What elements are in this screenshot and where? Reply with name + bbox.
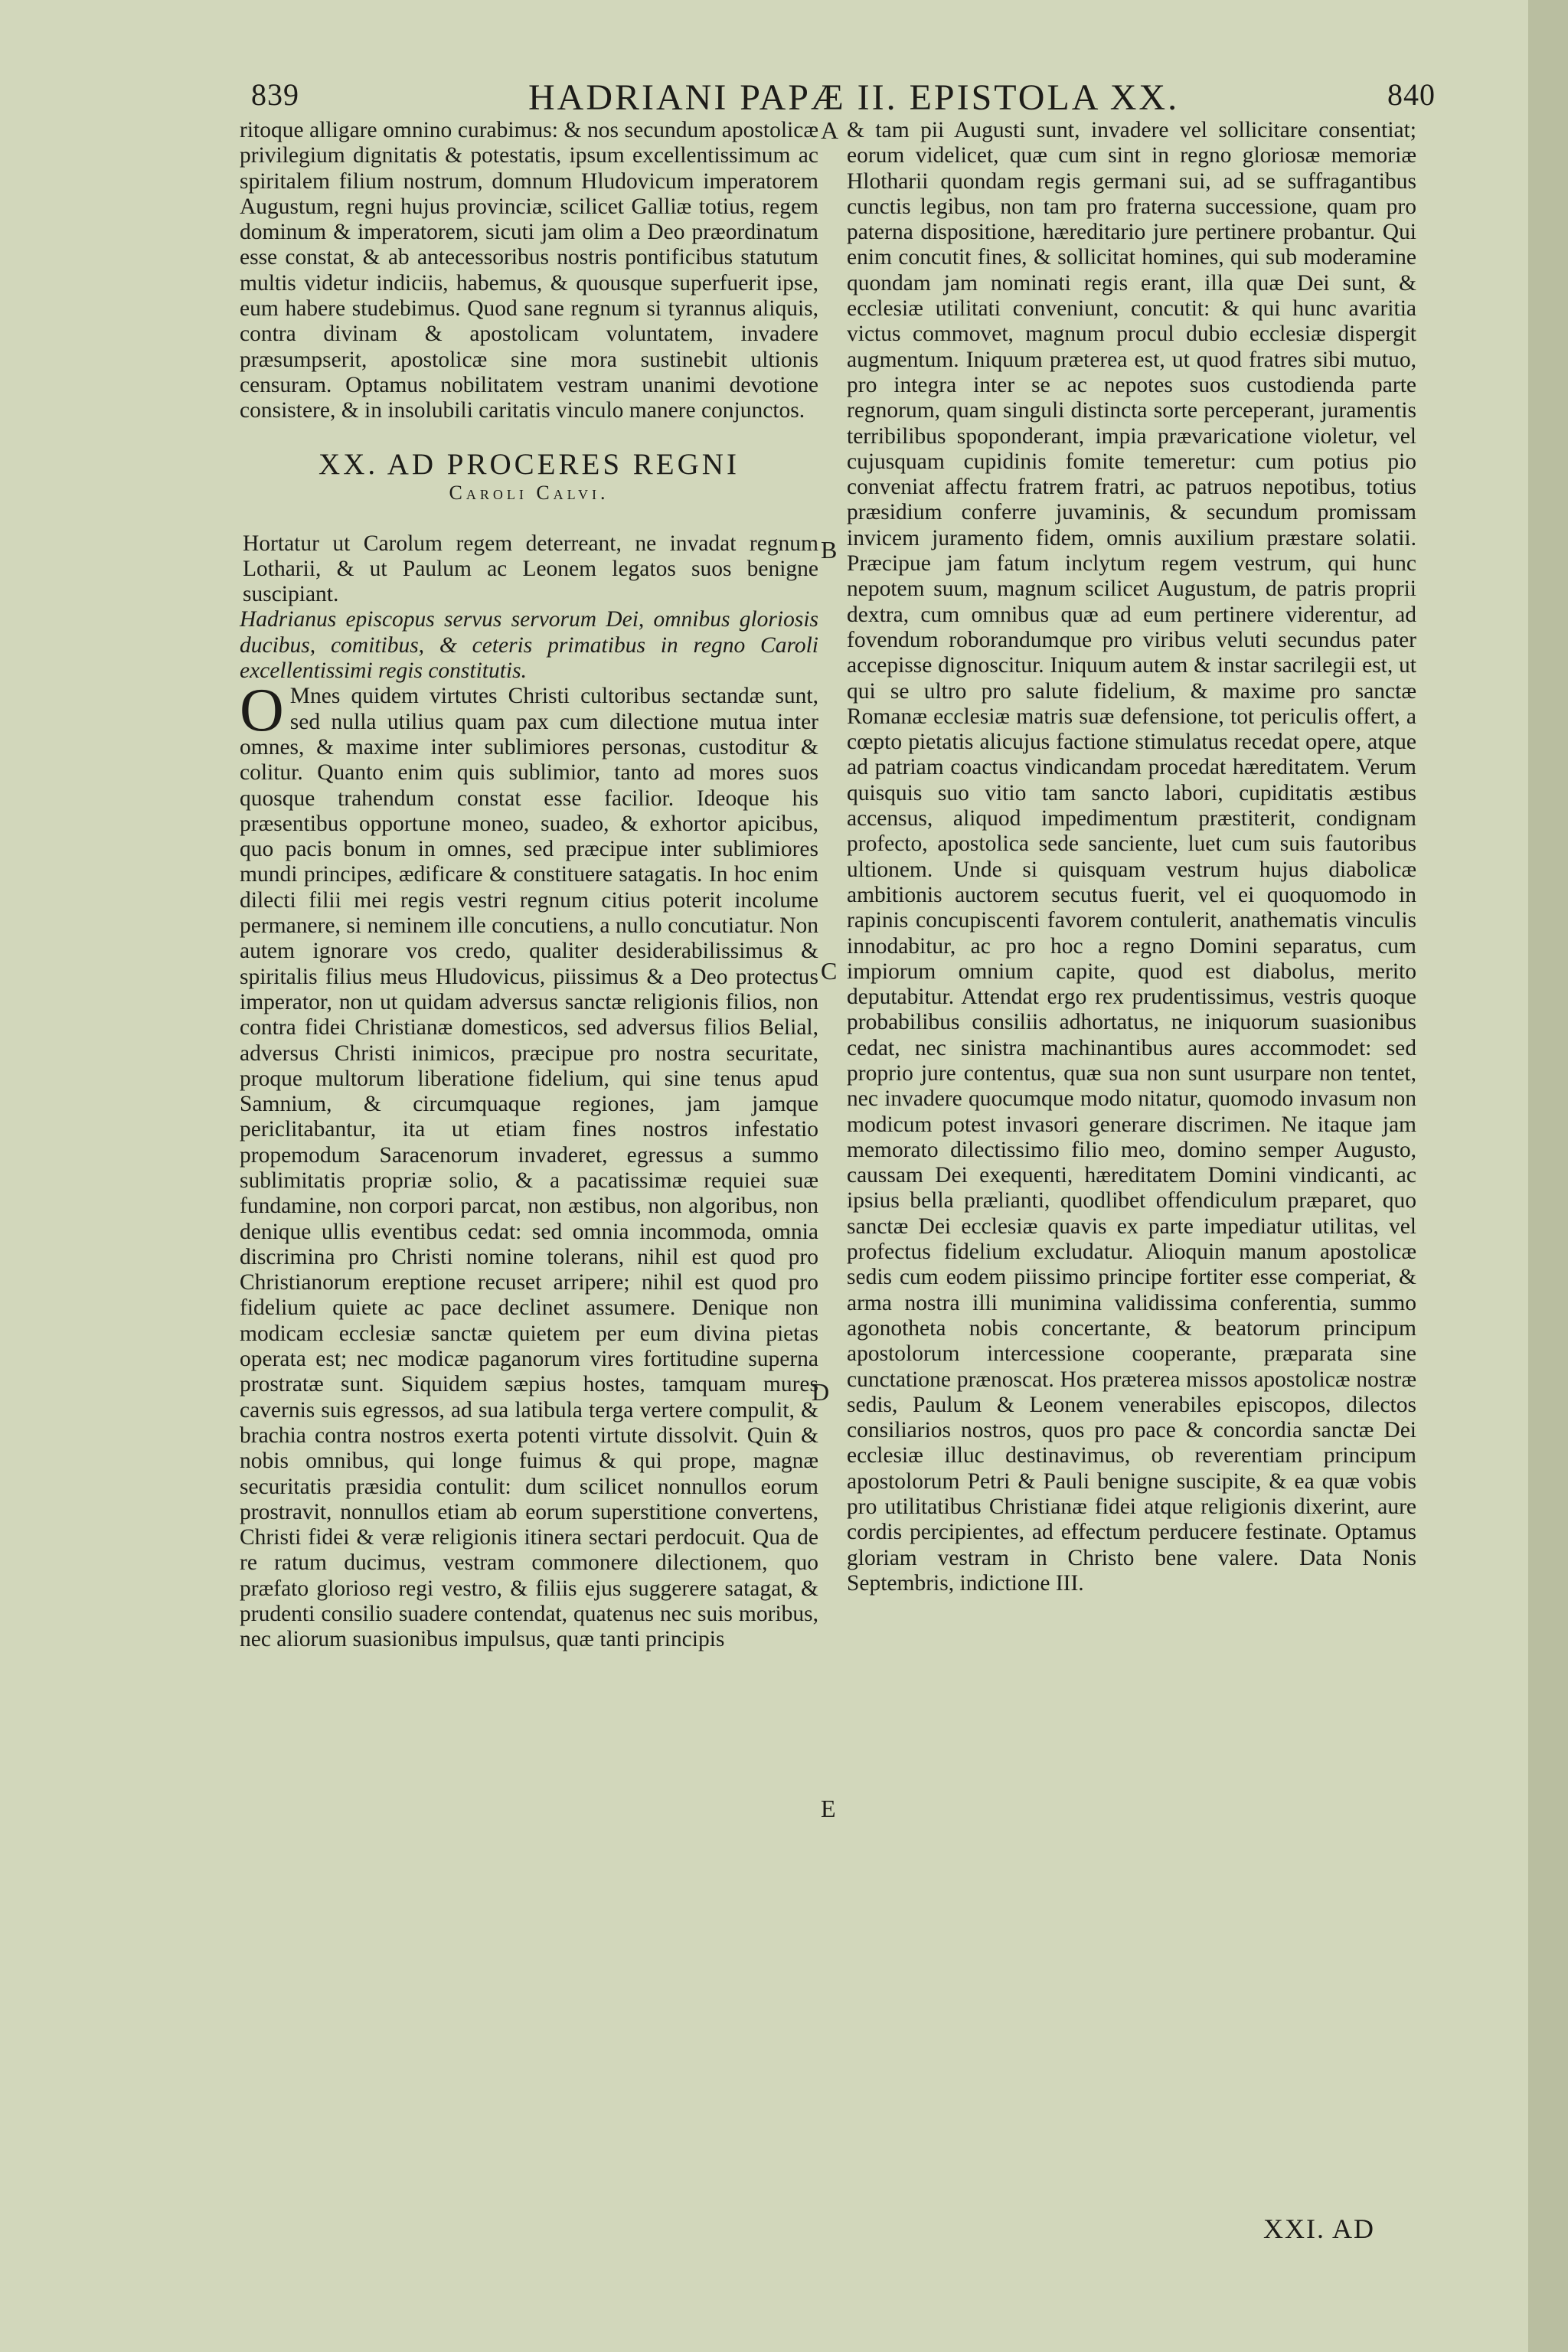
letter-body-left bbox=[240, 677, 818, 1652]
letter-summary: Hortatur ut Carolum regem deterreant, ne invadat regnum Lotharii, & ut Paulum ac Leonem legatos suos benigne suscipiant. bbox=[243, 531, 818, 607]
letter-body-left-text: Mnes quidem virtutes Christi cultoribus sectandæ sunt, sed nulla utilius quam pax cum dilectione mutua inter omnes, & maxime inter sublimiores personas, custoditur & colitur. Quanto enim quis sublimior, tanto ad mores suos quosque trahendum constat esse facilior. Ideoque his præsentibus opportune moneo, suadeo, & exhortor apicibus, quo pacis bonum in omnes, sed præcipue inter sublimiores mundi principes, ædificare & constituere satagatis. In hoc enim dilecti filii mei regis vestri regnum citius poterit incolume permanere, si neminem ille concutiens, a nullo concutiatur. Non autem ignorare vos credo, qualiter desiderabilissimus & spiritalis filius meus Hludovicus, piissimus & a Deo protectus imperator, non ut quidam adversus sanctæ religionis filios, non contra fidei Christianæ domesticos, sed adversus filios Belial, adversus Christi inimicos, præcipue pro nostra securitate, proque multorum liberatione fidelium, qui sine tenus apud Samnium, & circumquaque regiones, jam jamque periclitabantur, ita ut etiam fines nostros infestatio propemodum Saracenorum invaderet, egressus a summo sublimitatis propriæ solio, & a pacatissimæ requiei suæ fundamine, non corpori parcat, non æstibus, non algoribus, non denique ullis eventibus cedat: sed omnia incommoda, omnia discrimina pro Christi nomine tolerans, nihil est quod pro Christianorum ereptione recuset arripere; nihil est quod pro fidelium quiete ac pace declinet assumere. Denique non modicam ecclesiæ sanctæ quietem per eum divina pietas operata est; nec modicæ paganorum vires fortitudine superna prostratæ sunt. Siquidem sæpius hostes, tamquam mures cavernis suis egressos, ad sua latibula terga vertere compulit, & brachia contra nostros exerta potenti virtute dissolvit. Quin & nobis omnibus, qui longe fuimus & qui prope, magnæ securitatis præsidia contulit: dum scilicet nonnullos eorum prostravit, nonnullos etiam ab eorum superstitione convertens, Christi fidei & veræ religionis itinera sectari perdocuit. Qua de re ratum ducimus, vestram commonere dilectionem, quo præfato glorioso regi vestro, & filiis ejus suggerere satagat, & prudenti consilio suadere contendat, quatenus nec suis moribus, nec aliorum suasionibus impulsus, quæ tanti principis bbox=[240, 684, 818, 1652]
drop-cap: O bbox=[240, 677, 284, 745]
margin-marker-b: B bbox=[821, 536, 838, 564]
section-title: XX. AD PROCERES REGNI bbox=[318, 447, 740, 481]
letter-body-right: & tam pii Augusti sunt, invadere vel sollicitare consentiat; eorum videlicet, quæ cum sint in regno gloriosæ memoriæ Hlotharii quondam regis germani sui, ad se suffragantibus cunctis legibus, non tam pro fraterna successione, quam pro paterna dispositione, hæreditario jure pertinere probantur. Qui enim concutit fines, & sollicitat homines, qui sub moderamine quondam jam nominati regis erant, illa quæ Dei sunt, & ecclesiæ utilitati conveniunt, concutit: & qui hunc avaritia victus commovet, magnum procul dubio ecclesiæ dispergit augmentum. Iniquum præterea est, ut quod fratres sibi mutuo, pro integra inter se ac nepotes suos custodienda parte regnorum, quam singuli distincta sorte perceperant, juramentis terribilibus spoponderant, impia prævaricatione violetur, vel cujusquam cupidinis fomite temeretur: cum potius pio conveniat affectu fratrem fratri, ac patruos nepotibus, totius præsidium conferre juvaminis, & secundum promissam invicem juramento fidem, omnis auxilium præstare solatii. Præcipue jam fatum inclytum regem vestrum, qui hunc nepotem suum, magnum scilicet Augustum, de patris proprii dextra, cum omnibus quæ ad eum pertinere viderentur, ad fovendum roborandumque pro viribus veluti secundus pater accepisse dignoscitur. Iniquum autem & instar sacrilegii est, ut qui se ultro pro salute fidelium, & maxime pro sanctæ Romanæ ecclesiæ matris suæ defensione, tot periculis offert, a cœpto pietatis alicujus factione stimulatus recedat opere, atque ad patriam coactus vindicandam procedat hæreditatem. Verum quisquis suo vitio tam sancto labori, cupiditatis æstibus accensus, aliquod impedimentum præstiterit, condignam profecto, apostolica sede sanciente, luet cum suis fautoribus ultionem. Unde si quisquam vestrum hujus diabolicæ ambitionis auctorem secutus fuerit, vel ei quoquomodo in rapinis concupiscenti favorem contulerit, anathematis vinculis innodabitur, ac pro hoc a regno Domini separatus, cum impiorum omnium capite, quod est diabolus, merito deputabitur. Attendat ergo rex prudentissimus, vestris quoque probabilibus consiliis adhortatus, ne iniquorum suasionibus cedat, nec sinistra machinantibus aures accommodet: sed proprio jure contentus, quæ sua non sunt usurpare non tentet, nec invadere quocumque modo nitatur, quomodo invasum non modicum potest invasori generare discrimen. Ne itaque jam memorato dilectissimo filio meo, domino semper Augusto, caussam Dei exequenti, hæreditatem Domini vindicanti, ac ipsius bella prælianti, quodlibet offendiculum præparet, quo sanctæ Dei ecclesiæ quavis ex parte impediatur utilitas, vel profectus fidelium excludatur. Alioquin manum apostolicæ sedis cum eodem piissimo principe fortiter esse comperiat, & arma nostra illi munimina validissima conferentia, summo agonotheta nobis concertante, & beatorum principum apostolorum intercessione cooperante, præparata sine cunctatione prænoscat. Hos præterea missos apostolicæ nostræ sedis, Paulum & Leonem venerabiles episcopos, dilectos consiliarios nostros, quos pro pace & concordia sanctæ Dei ecclesiæ illuc destinavimus, ob reverentiam principum apostolorum Petri & Pauli benigne suscipite, & ea quæ vobis pro utilitatibus Christianæ fidei atque religionis dixerint, aure cordis percipientes, ad effectum perducere festinate. Optamus gloriam vestram in Christo bene valere. Data Nonis Septembris, indictione III. bbox=[847, 118, 1416, 1596]
running-title: HADRIANI PAPÆ II. EPISTOLA XX. bbox=[528, 77, 1180, 118]
adjacent-page-edge bbox=[1528, 0, 1568, 2352]
section-subtitle: Caroli Calvi. bbox=[449, 481, 609, 504]
page-number-right: 840 bbox=[1387, 77, 1436, 112]
catchword: XXI. AD bbox=[1263, 2213, 1375, 2244]
letter-inscription: Hadrianus episcopus servus servorum Dei, omnibus gloriosis ducibus, comitibus, & ceteris primatibus in regno Caroli excellentissimi regis constitutis. bbox=[240, 607, 818, 684]
continued-paragraph: ritoque alligare omnino curabimus: & nos secundum apostolicæ privilegium dignitatis & potestatis, ipsum excellentissimum ac spiritalem filium nostrum, domnum Hludovicum imperatorem Augustum, regni hujus provinciæ, scilicet Galliæ totius, regem dominum & imperatorem, sicuti jam olim a Deo præordinatum esse constat, & ab antecessoribus nostris pontificibus statutum multis videtur indiciis, habemus, & quousque superfuerit ipse, eum habere studebimus. Quod sane regnum si tyrannus aliquis, contra divinam & apostolicam voluntatem, invadere præsumpserit, apostolicæ sine mora sustinebit ultionis censuram. Optamus nobilitatem vestram unanimi devotione consistere, & in insolubili caritatis vinculo manere conjunctos. bbox=[240, 118, 818, 423]
margin-marker-e: E bbox=[821, 1795, 836, 1822]
margin-marker-a: A bbox=[821, 116, 839, 144]
margin-marker-c: C bbox=[821, 957, 838, 985]
left-column bbox=[240, 118, 818, 1653]
page-number-left: 839 bbox=[251, 77, 299, 112]
right-column bbox=[847, 118, 1416, 1596]
margin-marker-d: D bbox=[812, 1378, 830, 1406]
